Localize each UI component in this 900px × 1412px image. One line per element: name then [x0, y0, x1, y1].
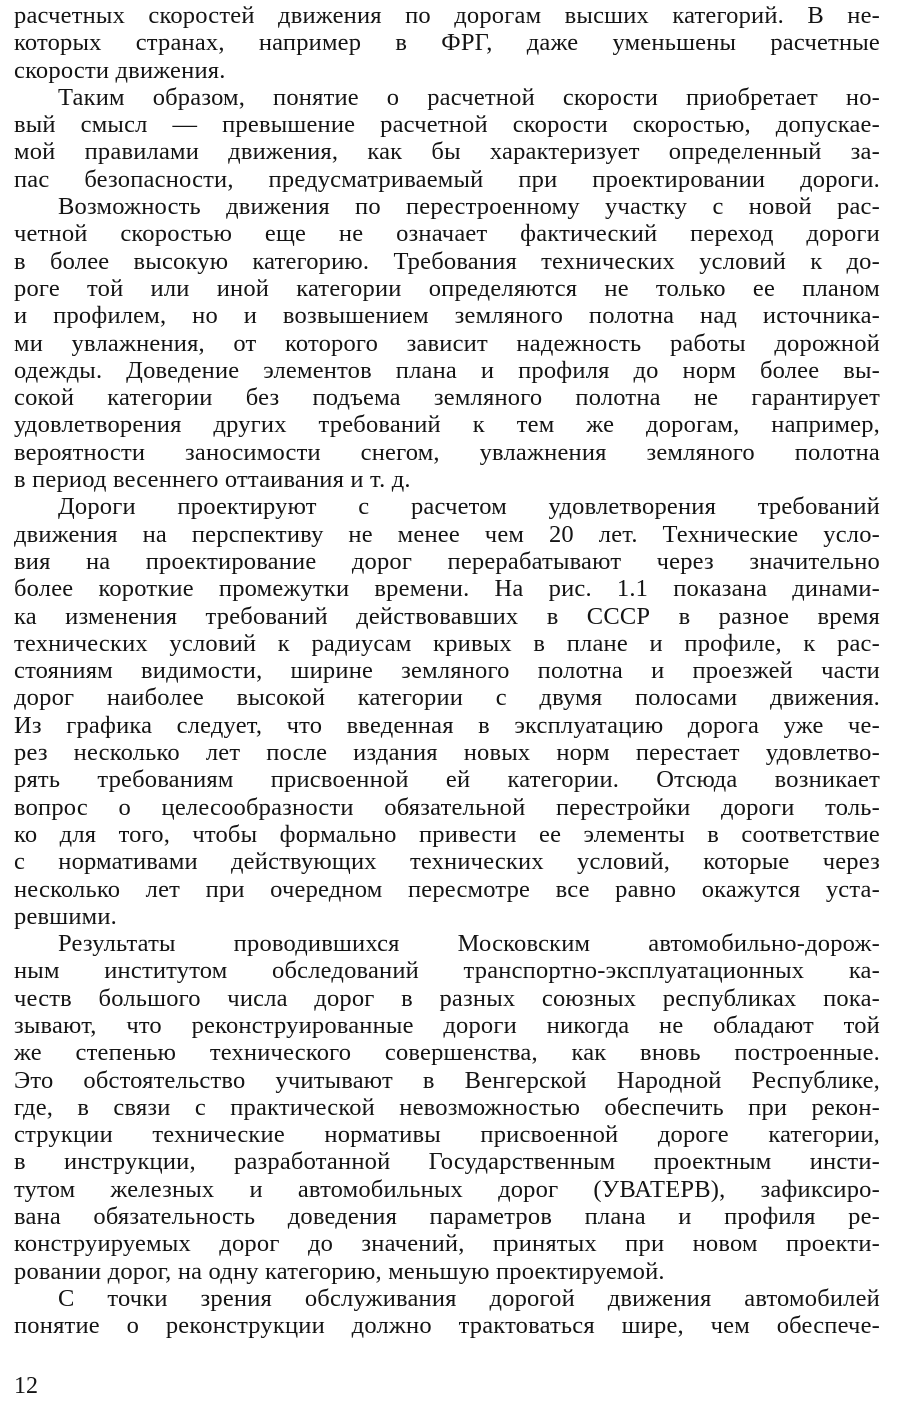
text-line: рез несколько лет после издания новых норм перестает удовлетво- — [14, 739, 880, 767]
text-line: ным институтом обследований транспортно-эксплуатационных ка- — [14, 957, 880, 985]
text-line: Из графика следует, что введенная в эксплуатацию дорога уже че- — [14, 711, 880, 739]
text-line: зывают, что реконструированные дороги никогда не обладают той — [14, 1011, 880, 1039]
text-line: вероятности заносимости снегом, увлажнения земляного полотна — [14, 438, 880, 466]
paragraph — [14, 2, 880, 84]
text-line: честв большого числа дорог в разных союзных республиках пока- — [14, 984, 880, 1012]
text-line: Это обстоятельство учитывают в Венгерской Народной Республике, — [14, 1066, 880, 1094]
text-line: где, в связи с практической невозможностью обеспечить при рекон- — [14, 1093, 880, 1121]
text-line: вия на проектирование дорог перерабатывают через значительно — [14, 547, 880, 575]
text-line: Возможность движения по перестроенному участку с новой рас- — [58, 193, 880, 221]
text-line: же степенью технического совершенства, как вновь построенные. — [14, 1039, 880, 1067]
text-line: ми увлажнения, от которого зависит надежность работы дорожной — [14, 329, 880, 357]
text-line: одежды. Доведение элементов плана и профиля до норм более вы- — [14, 356, 880, 384]
paragraph — [14, 1285, 880, 1340]
paragraph — [14, 493, 880, 930]
text-line: ровании дорог, на одну категорию, меньшую проектируемой. — [14, 1257, 665, 1285]
text-line: струкции технические нормативы присвоенной дороге категории, — [14, 1121, 880, 1149]
text-line: четной скоростью еще не означает фактический переход дороги — [14, 220, 880, 248]
text-line: в период весеннего оттаивания и т. д. — [14, 466, 411, 494]
text-line: ка изменения требований действовавших в СССР в разное время — [14, 602, 880, 630]
text-line: Результаты проводившихся Московским автомобильно-дорож- — [58, 930, 880, 958]
text-line: вый смысл — превышение расчетной скорости скоростью, допускае- — [14, 111, 880, 139]
text-line: удовлетворения других требований к тем же дорогам, например, — [14, 411, 880, 439]
text-line: дорог наиболее высокой категории с двумя полосами движения. — [14, 684, 880, 712]
text-line: расчетных скоростей движения по дорогам высших категорий. В не- — [14, 2, 880, 29]
text-line: конструируемых дорог до значений, принятых при новом проекти- — [14, 1230, 880, 1258]
text-line: ко для того, чтобы формально привести ее элементы в соответствие — [14, 820, 880, 848]
text-line: Таким образом, понятие о расчетной скорости приобретает но- — [58, 83, 880, 111]
text-line: в более высокую категорию. Требования технических условий к до- — [14, 247, 880, 275]
paragraph — [14, 193, 880, 493]
paragraph — [14, 84, 880, 193]
page-number: 12 — [14, 1373, 38, 1399]
text-line: несколько лет при очередном пересмотре все равно окажутся уста- — [14, 875, 880, 903]
text-line: движения на перспективу не менее чем 20 лет. Технические усло- — [14, 520, 880, 548]
text-line: вопрос о целесообразности обязательной перестройки дороги толь- — [14, 793, 880, 821]
text-line: сокой категории без подъема земляного полотна не гарантирует — [14, 384, 880, 412]
text-line: пас безопасности, предусматриваемый при проектировании дороги. — [14, 165, 880, 193]
text-line: которых странах, например в ФРГ, даже уменьшены расчетные — [14, 29, 880, 57]
text-line: роге той или иной категории определяются не только ее планом — [14, 274, 880, 302]
text-line: мой правилами движения, как бы характеризует определенный за- — [14, 138, 880, 166]
text-line: более короткие промежутки времени. На рис. 1.1 показана динами- — [14, 575, 880, 603]
text-line: Дороги проектируют с расчетом удовлетворения требований — [58, 493, 880, 521]
page-body — [14, 2, 880, 1340]
text-line: понятие о реконструкции должно трактоваться шире, чем обеспече- — [14, 1312, 880, 1340]
text-line: рять требованиям присвоенной ей категории. Отсюда возникает — [14, 766, 880, 794]
text-line: стояниям видимости, ширине земляного полотна и проезжей части — [14, 657, 880, 685]
text-line: технических условий к радиусам кривых в плане и профиле, к рас- — [14, 629, 880, 657]
text-line: и профилем, но и возвышением земляного полотна над источника- — [14, 302, 880, 330]
text-line: скорости движения. — [14, 56, 226, 84]
text-line: ревшими. — [14, 902, 118, 930]
text-line: в инструкции, разработанной Государственным проектным инсти- — [14, 1148, 880, 1176]
text-line: с нормативами действующих технических условий, которые через — [14, 848, 880, 876]
text-line: С точки зрения обслуживания дорогой движения автомобилей — [58, 1284, 880, 1312]
text-line: вана обязательность доведения параметров плана и профиля ре- — [14, 1203, 880, 1231]
paragraph — [14, 930, 880, 1285]
text-line: тутом железных и автомобильных дорог (УВАТЕРВ), зафиксиро- — [14, 1175, 880, 1203]
